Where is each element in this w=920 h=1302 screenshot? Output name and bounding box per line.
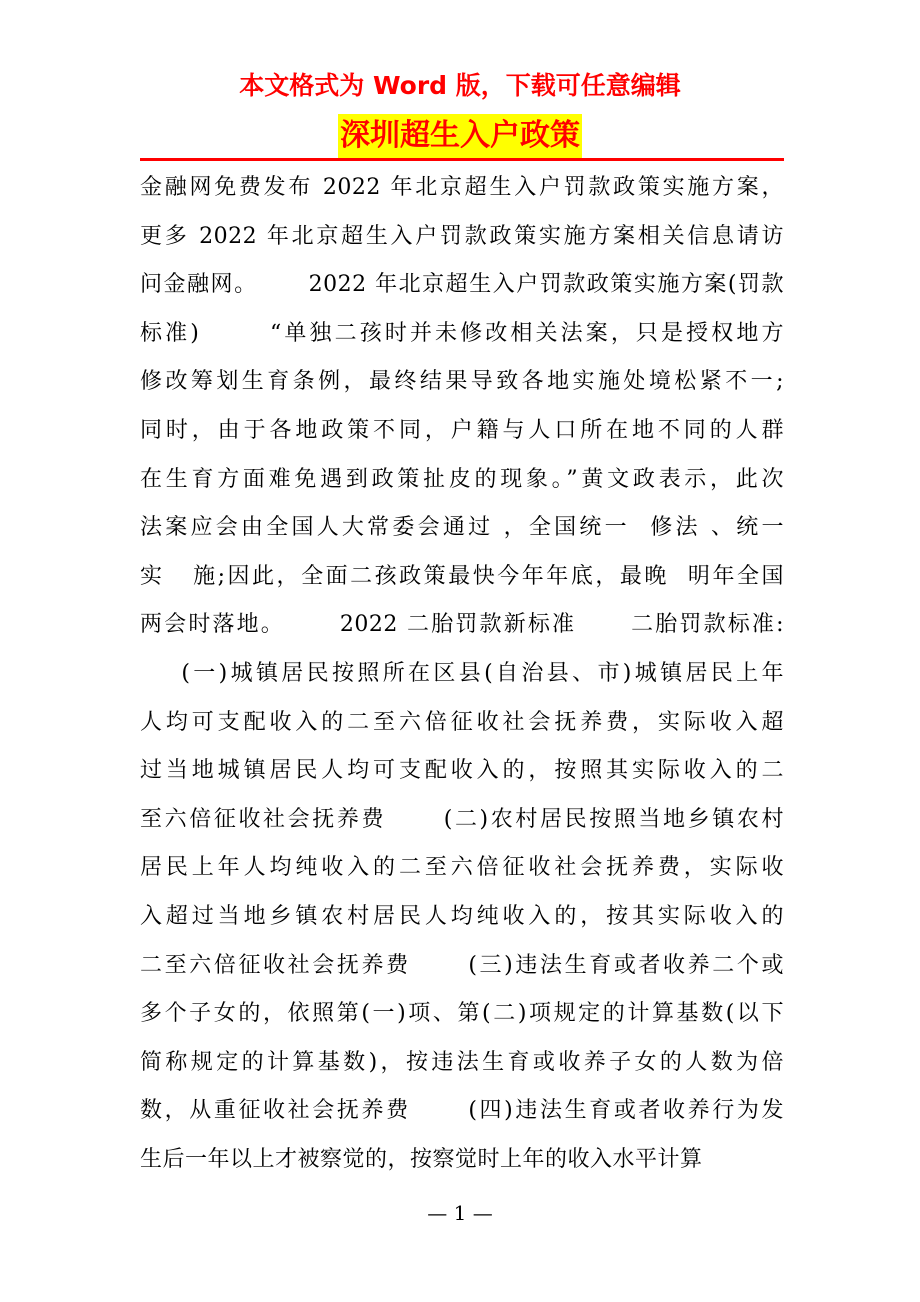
body-line: 问金融网。 2022 年北京超生入户罚款政策实施方案(罚款 bbox=[140, 272, 784, 298]
body-line: 过当地城镇居民人均可支配收入的，按照其实际收入的二 bbox=[140, 758, 784, 784]
body-line: 多个子女的，依照第(一)项、第(二)项规定的计算基数(以下 bbox=[140, 1001, 784, 1027]
body-line: 两会时落地。 2022 二胎罚款新标准 二胎罚款标准: bbox=[140, 612, 784, 638]
body-line: 二至六倍征收社会抚养费 (三)违法生育或者收养二个或 bbox=[140, 952, 784, 978]
body-line: 至六倍征收社会抚养费 (二)农村居民按照当地乡镇农村 bbox=[140, 806, 784, 832]
document-title: 深圳超生入户政策 bbox=[338, 114, 582, 158]
body-line: 生后一年以上才被察觉的，按察觉时上年的收入水平计算 bbox=[140, 1146, 703, 1172]
body-line: 人均可支配收入的二至六倍征收社会抚养费，实际收入超 bbox=[140, 709, 784, 735]
body-line: 简称规定的计算基数)，按违法生育或收养子女的人数为倍 bbox=[140, 1049, 784, 1075]
body-line: 居民上年人均纯收入的二至六倍征收社会抚养费，实际收 bbox=[140, 855, 784, 881]
body-line: 在生育方面难免遇到政策扯皮的现象。”黄文政表示，此次 bbox=[140, 466, 784, 492]
body-line: 入超过当地乡镇农村居民人均纯收入的，按其实际收入的 bbox=[140, 903, 784, 929]
title-divider bbox=[140, 158, 784, 161]
document-body bbox=[140, 164, 784, 1184]
body-line: 更多 2022 年北京超生入户罚款政策实施方案相关信息请访 bbox=[140, 223, 784, 249]
download-banner: 本文格式为 Word 版，下载可任意编辑 bbox=[239, 71, 681, 100]
body-line: 法案应会由全国人大常委会通过 ，全国统一 修法 、统一 bbox=[140, 515, 784, 541]
body-line: 同时，由于各地政策不同，户籍与人口所在地不同的人群 bbox=[140, 417, 784, 443]
title-container bbox=[0, 114, 920, 158]
page-number: — 1 — bbox=[427, 1201, 493, 1225]
body-line: 修改筹划生育条例，最终结果导致各地实施处境松紧不一; bbox=[140, 369, 784, 395]
body-line: 实 施;因此，全面二孩政策最快今年年底，最晚 明年全国 bbox=[140, 563, 784, 589]
body-line: 标准) “单独二孩时并未修改相关法案，只是授权地方 bbox=[140, 320, 784, 346]
body-line: 数，从重征收社会抚养费 (四)违法生育或者收养行为发 bbox=[140, 1098, 784, 1124]
body-line: 金融网免费发布 2022 年北京超生入户罚款政策实施方案， bbox=[140, 175, 784, 200]
body-line: (一)城镇居民按照所在区县(自治县、市)城镇居民上年 bbox=[140, 660, 784, 686]
